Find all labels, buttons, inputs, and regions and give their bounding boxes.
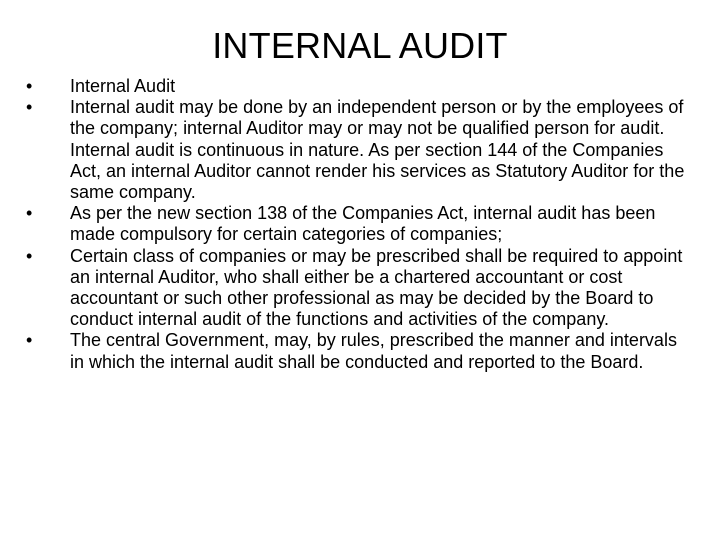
bullet-text: The central Government, may, by rules, prescribed the manner and intervals in which the internal audit shall be conducted and reported to the Board. [70, 330, 677, 372]
bullet-list [26, 76, 686, 373]
bullet-dot-icon: • [26, 203, 33, 224]
bullet-text: Certain class of companies or may be prescribed shall be required to appoint an internal Auditor, who shall either be a chartered accountant or cost accountant or such other professional as may be decided by the Board to conduct internal audit of the functions and activities of the company. [70, 245, 683, 330]
bullet-text: Internal Audit [70, 76, 176, 96]
slide-title-text: INTERNAL AUDIT [212, 25, 508, 66]
bullet-item [26, 330, 686, 372]
bullet-item [26, 97, 686, 203]
bullet-item [26, 246, 686, 331]
bullet-dot-icon: • [26, 97, 33, 118]
bullet-dot-icon: • [26, 76, 33, 96]
bullet-text: As per the new section 138 of the Companies Act, internal audit has been made compulsory for certain categories of companies; [70, 203, 656, 245]
bullet-dot-icon: • [26, 330, 33, 351]
slide-title [0, 24, 720, 68]
bullet-item [26, 76, 686, 97]
bullet-dot-icon: • [26, 245, 33, 266]
bullet-item [26, 203, 686, 245]
bullet-text: Internal audit may be done by an independent person or by the employees of the company; internal Auditor may or may not be qualified person for audit. Internal audit is continuous in nature. As per section 144 of the Companies Act, an internal Auditor cannot render his services as Statutory Auditor for the same company. [70, 97, 685, 203]
